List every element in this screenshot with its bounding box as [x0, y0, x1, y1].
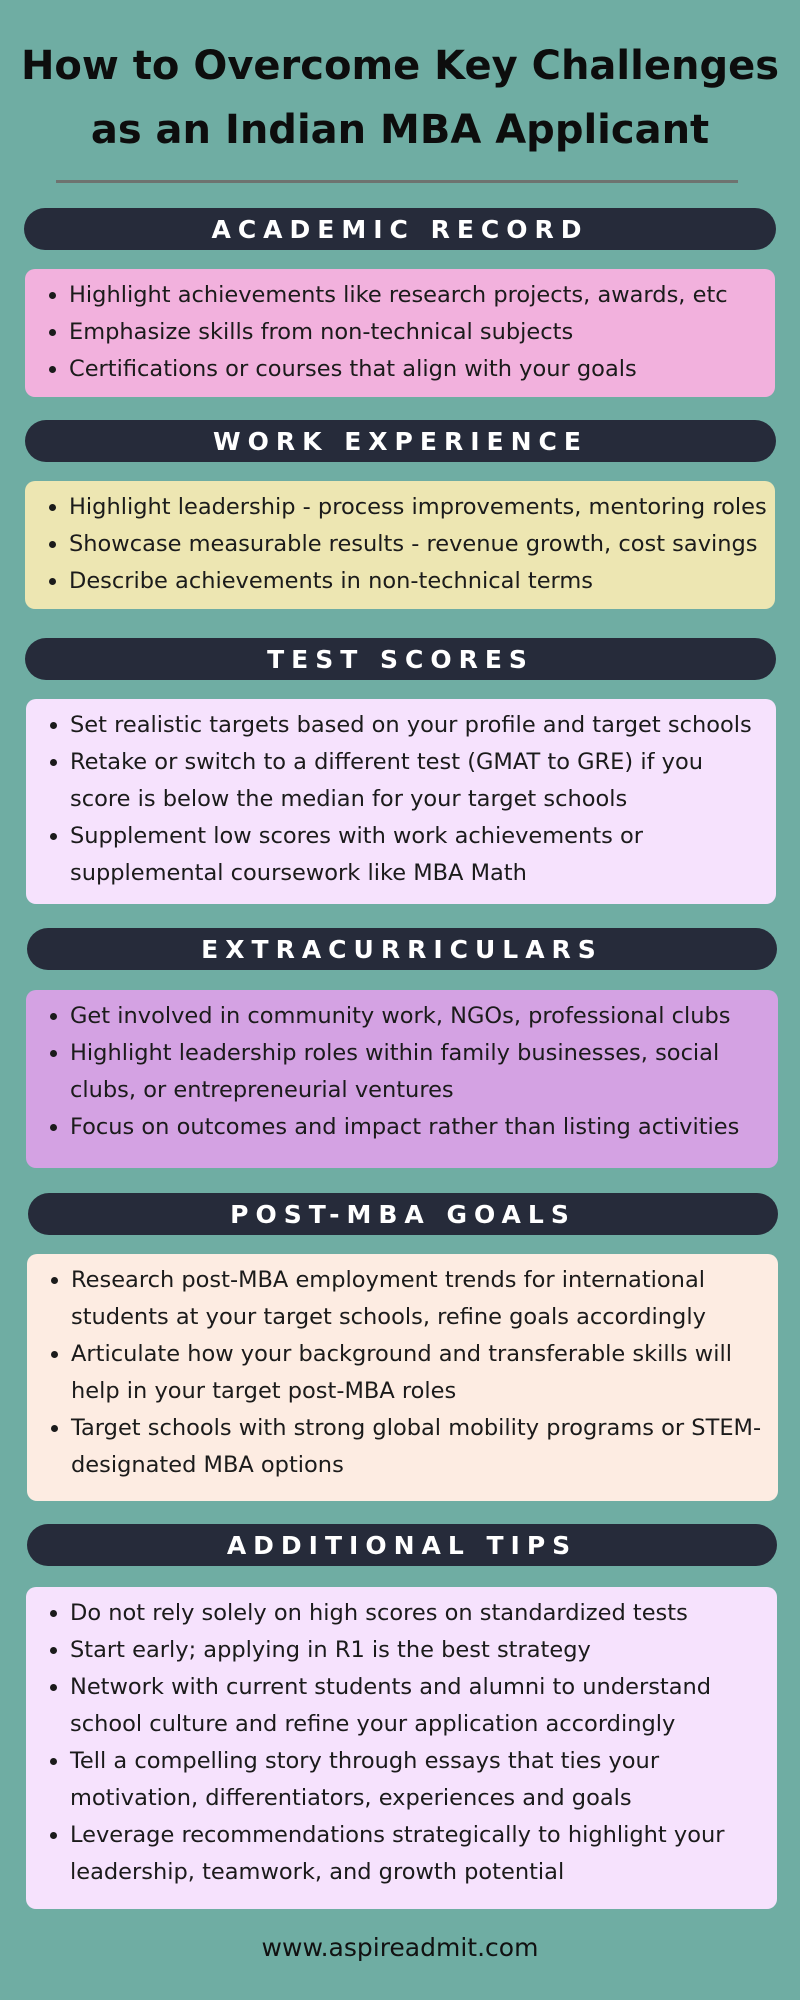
list-item: • Set realistic targets based on your profile and target schools — [70, 707, 770, 744]
list-item: • Research post-MBA employment trends for international students at your target schools, refine goals accordingly — [71, 1262, 772, 1336]
list-item: • Start early; applying in R1 is the best strategy — [70, 1632, 771, 1669]
list-item: • Emphasize skills from non-technical subjects — [69, 314, 769, 351]
section-box-additional-tips — [26, 1587, 777, 1909]
list-item: • Do not rely solely on high scores on standardized tests — [70, 1595, 771, 1632]
section-header-post-mba-goals: POST-MBA GOALS — [28, 1193, 778, 1235]
list-item: • Focus on outcomes and impact rather than listing activities — [70, 1109, 772, 1146]
bullet-list — [25, 277, 769, 388]
section-header-academic-record: ACADEMIC RECORD — [24, 208, 776, 250]
title-divider — [56, 180, 738, 183]
section-box-test-scores — [26, 699, 776, 904]
section-box-work-experience — [25, 481, 775, 609]
section-header-work-experience: WORK EXPERIENCE — [25, 420, 776, 462]
list-item: • Articulate how your background and transferable skills will help in your target post-MBA roles — [71, 1336, 772, 1410]
list-item: • Target schools with strong global mobility programs or STEM-designated MBA options — [71, 1410, 772, 1484]
footer-website: www.aspireadmit.com — [261, 1933, 539, 1962]
list-item: • Retake or switch to a different test (GMAT to GRE) if you score is below the median for your target schools — [70, 744, 770, 818]
bullet-list — [26, 1595, 771, 1891]
title-line-1: How to Overcome Key Challenges — [20, 43, 780, 89]
list-item: • Get involved in community work, NGOs, professional clubs — [70, 998, 772, 1035]
section-header-test-scores: TEST SCORES — [25, 638, 776, 680]
bullet-list — [27, 1262, 772, 1484]
page-title — [0, 34, 800, 162]
list-item: • Supplement low scores with work achievements or supplemental coursework like MBA Math — [70, 818, 770, 892]
list-item: • Showcase measurable results - revenue growth, cost savings — [69, 526, 769, 563]
section-box-extracurriculars — [26, 990, 778, 1168]
list-item: • Describe achievements in non-technical terms — [69, 563, 769, 600]
list-item: • Certifications or courses that align with your goals — [69, 351, 769, 388]
list-item: • Highlight achievements like research projects, awards, etc — [69, 277, 769, 314]
section-header-additional-tips: ADDITIONAL TIPS — [27, 1524, 777, 1566]
bullet-list — [26, 707, 770, 892]
section-box-post-mba-goals — [27, 1254, 778, 1501]
section-box-academic-record — [25, 269, 775, 397]
list-item: • Network with current students and alumni to understand school culture and refine your application accordingly — [70, 1669, 771, 1743]
list-item: • Highlight leadership roles within family businesses, social clubs, or entrepreneurial ventures — [70, 1035, 772, 1109]
bullet-list — [25, 489, 769, 600]
section-header-extracurriculars: EXTRACURRICULARS — [27, 928, 777, 970]
list-item: • Leverage recommendations strategically to highlight your leadership, teamwork, and growth potential — [70, 1817, 771, 1891]
title-line-2: as an Indian MBA Applicant — [90, 107, 710, 153]
list-item: • Highlight leadership - process improvements, mentoring roles — [69, 489, 769, 526]
list-item: • Tell a compelling story through essays that ties your motivation, differentiators, experiences and goals — [70, 1743, 771, 1817]
bullet-list — [26, 998, 772, 1146]
